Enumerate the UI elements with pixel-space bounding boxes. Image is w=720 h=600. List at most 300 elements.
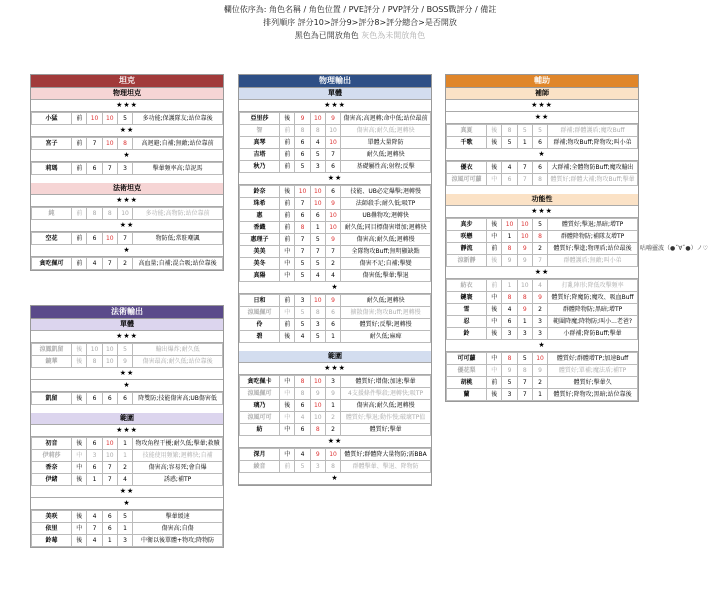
- pve-score: 6: [87, 163, 102, 175]
- position: 中: [72, 462, 87, 474]
- boss-score: 2: [117, 462, 132, 474]
- position: 後: [487, 255, 502, 267]
- character-row: [32, 474, 223, 486]
- boss-score: 9: [325, 388, 340, 400]
- position: 中: [280, 307, 295, 319]
- pvp-score: 4: [310, 270, 325, 282]
- remark: 打亂陣形;降低攻擊頻率: [548, 280, 638, 292]
- pvp-score: 7: [102, 258, 117, 270]
- boss-score: 3: [117, 535, 132, 547]
- pvp-score: 1: [517, 316, 532, 328]
- star-rating-header: ★★★: [239, 100, 431, 112]
- remark: 體質好;擊進;物理盾;站位最後: [548, 243, 638, 255]
- remark: 輸出爆炸;耐久低: [133, 344, 223, 356]
- position: 中: [72, 450, 87, 462]
- section-title: 補師: [446, 88, 638, 100]
- pve-score: 8: [87, 356, 102, 368]
- star-rating-header: ★: [31, 498, 223, 510]
- pvp-score: 8: [517, 365, 532, 377]
- pve-score: 10: [502, 219, 517, 231]
- star-rating-header: ★★★: [31, 425, 223, 437]
- character-row: [240, 258, 431, 270]
- pve-score: 8: [295, 222, 310, 234]
- header-line-2: 排列順序 評分10>評分9>評分8>評分總合>是否開放: [263, 18, 457, 27]
- pve-score: 8: [295, 125, 310, 137]
- pve-score: 7: [295, 198, 310, 210]
- character-row: [32, 344, 223, 356]
- character-row: [240, 412, 431, 424]
- position: 前: [280, 319, 295, 331]
- boss-score: 3: [532, 316, 547, 328]
- remark: 擴散傷害;物攻Buff;迴轉慢: [341, 307, 431, 319]
- character-row: [32, 208, 223, 220]
- position: 中: [280, 424, 295, 436]
- pvp-score: 9: [517, 243, 532, 255]
- character-row: [240, 186, 431, 198]
- boss-score: 2: [532, 304, 547, 316]
- boss-score: 9: [532, 365, 547, 377]
- pve-score: 4: [295, 331, 310, 343]
- pve-score: 8: [87, 208, 102, 220]
- pvp-score: 6: [102, 511, 117, 523]
- character-name: 真陽: [240, 270, 280, 282]
- boss-score: 6: [325, 307, 340, 319]
- support-column-title: 輔助: [446, 75, 638, 88]
- character-row: [240, 246, 431, 258]
- character-row: [240, 234, 431, 246]
- remark: 高血量;自補;混合吸;站位靠後: [133, 258, 223, 270]
- character-name: 宮子: [32, 138, 72, 150]
- remark: 技能使用頻繁;迴轉快;自補: [133, 450, 223, 462]
- character-name: 秋乃: [240, 161, 280, 173]
- section-title: 單體: [239, 88, 431, 100]
- character-name: 亞里莎: [240, 113, 280, 125]
- pvp-score: 8: [102, 208, 117, 220]
- character-name: 美美: [240, 246, 280, 258]
- character-name: 貪吃佩卡: [240, 376, 280, 388]
- character-name: 香織: [240, 222, 280, 234]
- boss-score: 10: [325, 137, 340, 149]
- boss-score: 2: [325, 258, 340, 270]
- position: 前: [487, 280, 502, 292]
- position: 中: [280, 270, 295, 282]
- position: 中: [280, 246, 295, 258]
- section-title: 法術坦克: [31, 183, 223, 195]
- pve-score: 5: [295, 307, 310, 319]
- character-name: 美冬: [240, 258, 280, 270]
- remark: 群補;群體護盾;魔攻Buff: [548, 125, 638, 137]
- pvp-score: 10: [310, 186, 325, 198]
- character-name: 涼風可可: [240, 412, 280, 424]
- pve-score: 6: [295, 149, 310, 161]
- position: 後: [487, 328, 502, 340]
- pve-score: 6: [87, 462, 102, 474]
- boss-score: 5: [117, 511, 132, 523]
- character-table: [31, 207, 223, 220]
- character-name: 日和: [240, 295, 280, 307]
- position: 前: [280, 222, 295, 234]
- pve-score: 5: [295, 319, 310, 331]
- position: 中: [280, 388, 295, 400]
- pve-score: 6: [87, 438, 102, 450]
- remark: 體質好;單補;魔法盾;補TP: [548, 365, 638, 377]
- boss-score: 4: [532, 280, 547, 292]
- position: 後: [487, 162, 502, 174]
- position: 前: [280, 161, 295, 173]
- position: 前: [487, 243, 502, 255]
- pvp-score: 3: [517, 328, 532, 340]
- position: 前: [72, 258, 87, 270]
- remark: 體質好;擊退;黑暗;增TP: [548, 219, 638, 231]
- boss-score: 4: [325, 270, 340, 282]
- pvp-score: 10: [102, 344, 117, 356]
- star-rating-header: ★: [239, 473, 431, 485]
- remark: 體質好;擊暈久: [548, 377, 638, 389]
- character-name: 伶: [240, 319, 280, 331]
- character-row: [447, 304, 638, 316]
- open-note: 黑色為已開放角色: [294, 31, 359, 40]
- character-table: [446, 218, 638, 267]
- position: 後: [487, 137, 502, 149]
- section-gap: [31, 405, 223, 413]
- pvp-score: 7: [517, 389, 532, 401]
- physical-column: [238, 74, 432, 486]
- remark: 降雙防;技能傷害高;UB傷害低: [133, 393, 223, 405]
- position: 中: [487, 365, 502, 377]
- character-name: 空花: [32, 233, 72, 245]
- remark: 耐久低;同目標傷害增加;迴轉快: [341, 222, 431, 234]
- boss-score: 6: [532, 137, 547, 149]
- boss-score: 8: [532, 231, 547, 243]
- pvp-score: 10: [310, 295, 325, 307]
- character-name: 惠: [240, 210, 280, 222]
- character-table: [31, 112, 223, 125]
- character-name: 鏈寰: [447, 292, 487, 304]
- position: 前: [280, 198, 295, 210]
- character-name: 靜流: [447, 243, 487, 255]
- remark: 體質好;擊暈: [341, 424, 431, 436]
- boss-score: 7: [325, 149, 340, 161]
- character-name: 涼新靜: [447, 255, 487, 267]
- header-line-1: 欄位依序為: 角色名稱 / 角色位置 / PVE評分 / PVP評分 / BOSS戰評分 / 備註: [223, 5, 497, 14]
- section-title: 範圍: [239, 351, 431, 363]
- pve-score: 7: [87, 523, 102, 535]
- character-name: 優衣: [447, 162, 487, 174]
- pvp-score: 9: [517, 255, 532, 267]
- pve-score: 8: [502, 292, 517, 304]
- pvp-score: 10: [310, 400, 325, 412]
- character-table: [239, 375, 431, 436]
- boss-score: 6: [325, 161, 340, 173]
- position: 前: [72, 113, 87, 125]
- pvp-score: 10: [102, 450, 117, 462]
- pve-score: 6: [295, 400, 310, 412]
- character-name: 鈴莓: [32, 535, 72, 547]
- character-name: 伊莉莎: [32, 450, 72, 462]
- character-row: [240, 400, 431, 412]
- remark: 群體降物防;補隊友增TP: [548, 231, 638, 243]
- pvp-score: 8: [310, 424, 325, 436]
- boss-score: 2: [532, 377, 547, 389]
- position: 後: [487, 219, 502, 231]
- star-rating-header: ★★: [239, 436, 431, 448]
- remark: 體質好;群體增TP;加速Buff: [548, 353, 638, 365]
- section-title: 單體: [31, 319, 223, 331]
- section-title: 範圍: [31, 413, 223, 425]
- remark: 大群補;全體物防Buff;魔攻輸出: [548, 162, 638, 174]
- star-rating-header: ★★: [446, 267, 638, 279]
- pve-score: 4: [87, 535, 102, 547]
- boss-score: 5: [117, 113, 132, 125]
- position: 中: [487, 292, 502, 304]
- character-row: [240, 270, 431, 282]
- boss-score: 10: [325, 125, 340, 137]
- pve-score: 4: [87, 511, 102, 523]
- boss-score: 4: [117, 474, 132, 486]
- pvp-score: 10: [310, 412, 325, 424]
- remark: 群補;物攻Buff;降物攻;叫小弟: [548, 137, 638, 149]
- character-row: [32, 393, 223, 405]
- pvp-score: 4: [310, 137, 325, 149]
- character-name: 智: [240, 125, 280, 137]
- pve-score: 8: [502, 243, 517, 255]
- pvp-score: 10: [102, 356, 117, 368]
- pvp-score: 10: [517, 231, 532, 243]
- position: 中: [280, 449, 295, 461]
- pve-score: 6: [295, 210, 310, 222]
- boss-score: 9: [325, 198, 340, 210]
- character-table: [446, 161, 638, 186]
- boss-score: 2: [325, 424, 340, 436]
- character-row: [32, 163, 223, 175]
- pvp-score: 5: [310, 331, 325, 343]
- star-rating-header: ★: [446, 340, 638, 352]
- remark: 基礎屬性高;射程;反擊: [341, 161, 431, 173]
- character-row: [447, 137, 638, 149]
- pve-score: 4: [502, 304, 517, 316]
- remark: 擊暈緩速: [133, 511, 223, 523]
- remark: 傷害高;耐久低;迴轉慢: [341, 400, 431, 412]
- pve-score: 3: [502, 389, 517, 401]
- remark: 高迴避;自補;無敵;站位靠前: [133, 138, 223, 150]
- pvp-score: 10: [102, 113, 117, 125]
- position: 中: [487, 231, 502, 243]
- position: 中: [487, 316, 502, 328]
- character-row: [240, 198, 431, 210]
- boss-score: 7: [325, 246, 340, 258]
- pvp-score: 10: [102, 438, 117, 450]
- pvp-score: 1: [102, 535, 117, 547]
- boss-score: 7: [117, 233, 132, 245]
- remark: 體質好;群體大補;物攻Buff;擊暈: [548, 174, 638, 186]
- character-name: 鈴: [447, 328, 487, 340]
- star-rating-header: ★★★: [446, 100, 638, 112]
- pvp-score: 8: [310, 307, 325, 319]
- character-row: [447, 353, 638, 365]
- position: 前: [72, 233, 87, 245]
- character-name: 小猛: [32, 113, 72, 125]
- position: 後: [280, 331, 295, 343]
- character-name: 紡: [240, 424, 280, 436]
- character-row: [32, 523, 223, 535]
- boss-score: 5: [532, 219, 547, 231]
- remark: 耐久低;迴轉快: [341, 295, 431, 307]
- pve-score: 1: [502, 231, 517, 243]
- pve-score: 6: [87, 233, 102, 245]
- character-name: 優花梨: [447, 365, 487, 377]
- boss-score: 10: [532, 353, 547, 365]
- boss-score: 6: [325, 186, 340, 198]
- character-name: 初音: [32, 438, 72, 450]
- remark: 體質好;反擊;迴轉慢: [341, 319, 431, 331]
- position: 中: [280, 412, 295, 424]
- boss-score: 6: [532, 162, 547, 174]
- pvp-score: 7: [517, 174, 532, 186]
- boss-score: 10: [117, 208, 132, 220]
- pve-score: 9: [295, 113, 310, 125]
- pvp-score: 8: [517, 292, 532, 304]
- pve-score: 5: [295, 461, 310, 473]
- character-name: 璃乃: [240, 400, 280, 412]
- pvp-score: 6: [102, 393, 117, 405]
- pvp-score: 10: [310, 198, 325, 210]
- section-gap: [446, 186, 638, 194]
- boss-score: 10: [325, 449, 340, 461]
- character-row: [447, 231, 638, 243]
- character-row: [32, 356, 223, 368]
- character-name: 雪: [447, 304, 487, 316]
- character-row: [240, 461, 431, 473]
- position: 前: [280, 234, 295, 246]
- pve-score: 4: [295, 412, 310, 424]
- character-row: [32, 113, 223, 125]
- character-name: 真夏: [447, 125, 487, 137]
- character-table: [31, 510, 223, 547]
- remark: 擊暈頻率高;草泥馬: [133, 163, 223, 175]
- character-row: [32, 462, 223, 474]
- character-name: 鏡華: [32, 356, 72, 368]
- position: 後: [72, 438, 87, 450]
- character-row: [240, 222, 431, 234]
- boss-score: 1: [117, 438, 132, 450]
- character-row: [240, 125, 431, 137]
- position: 後: [487, 389, 502, 401]
- character-row: [447, 255, 638, 267]
- remark: 4支援條件擊殺;迴轉快;吸TP: [341, 388, 431, 400]
- pve-score: 6: [502, 316, 517, 328]
- remark: 體質好;群體降大量物防;需BBA: [341, 449, 431, 461]
- position: 後: [72, 356, 87, 368]
- remark: 群體降物防;黑暗;增TP: [548, 304, 638, 316]
- character-name: 香奈: [32, 462, 72, 474]
- position: 後: [280, 400, 295, 412]
- support-column: [445, 74, 639, 402]
- side-note: 咕嚕靈波（●ˇ∀ˇ●）ノ♡: [640, 245, 708, 252]
- character-row: [240, 113, 431, 125]
- position: 前: [72, 163, 87, 175]
- remark: 耐久低;麻痺: [341, 331, 431, 343]
- position: 後: [280, 186, 295, 198]
- character-name: 美咲: [32, 511, 72, 523]
- character-row: [447, 162, 638, 174]
- boss-score: 3: [325, 376, 340, 388]
- position: 前: [280, 149, 295, 161]
- star-rating-header: ★: [31, 380, 223, 392]
- pve-score: 3: [87, 450, 102, 462]
- star-rating-header: ★★★: [31, 331, 223, 343]
- remark: 全隊物攻Buff;無明顯缺點: [341, 246, 431, 258]
- character-name: 真琴: [240, 137, 280, 149]
- pvp-score: 9: [310, 449, 325, 461]
- remark: 體質好;增傷;加速;擊暈: [341, 376, 431, 388]
- character-row: [32, 233, 223, 245]
- pvp-score: 7: [102, 462, 117, 474]
- remark: 範圍降魔;降物防;叫小...老爸?: [548, 316, 638, 328]
- pve-score: 8: [502, 125, 517, 137]
- pvp-score: 10: [102, 138, 117, 150]
- remark: 技能、UB必定爆擊;迴轉慢: [341, 186, 431, 198]
- boss-score: 2: [532, 243, 547, 255]
- character-row: [32, 258, 223, 270]
- boss-score: 5: [117, 344, 132, 356]
- boss-score: 1: [532, 389, 547, 401]
- pve-score: 4: [87, 258, 102, 270]
- remark: 物防低;常駐嘲諷: [133, 233, 223, 245]
- remark: 傷害高;高迴轉;命中低;站位最前: [341, 113, 431, 125]
- character-name: 碧: [240, 331, 280, 343]
- boss-score: 10: [325, 210, 340, 222]
- position: 中: [72, 523, 87, 535]
- boss-score: 1: [117, 523, 132, 535]
- pvp-score: 9: [517, 304, 532, 316]
- remark: 傷害不足;自補;擊變: [341, 258, 431, 270]
- pvp-score: 5: [310, 258, 325, 270]
- pvp-score: 7: [102, 474, 117, 486]
- character-row: [447, 219, 638, 231]
- character-table: [31, 437, 223, 486]
- pvp-score: 10: [517, 219, 532, 231]
- character-table: [239, 185, 431, 282]
- character-row: [240, 331, 431, 343]
- boss-score: 9: [325, 113, 340, 125]
- star-rating-header: ★★★: [31, 100, 223, 112]
- character-name: 胡桃: [447, 377, 487, 389]
- position: 中: [487, 353, 502, 365]
- character-table: [31, 162, 223, 175]
- character-name: 千歌: [447, 137, 487, 149]
- remark: 傷害最高;耐久低;站位靠後: [133, 356, 223, 368]
- boss-score: 3: [117, 163, 132, 175]
- character-row: [447, 243, 638, 255]
- caster-column-title: 法術輸出: [31, 306, 223, 319]
- character-row: [240, 307, 431, 319]
- remark: 法師殺手;耐久低;吸TP: [341, 198, 431, 210]
- star-rating-header: ★: [31, 150, 223, 162]
- pvp-score: 3: [310, 161, 325, 173]
- pve-score: 5: [502, 137, 517, 149]
- pve-score: 4: [295, 449, 310, 461]
- character-name: 依里: [32, 523, 72, 535]
- character-row: [240, 376, 431, 388]
- character-row: [447, 174, 638, 186]
- pve-score: 4: [502, 162, 517, 174]
- position: 後: [280, 113, 295, 125]
- pvp-score: 7: [102, 163, 117, 175]
- remark: 傷害高;容易死;會自爆: [133, 462, 223, 474]
- character-table: [31, 343, 223, 368]
- remark: 體質好;降物攻;黑暗;站位靠後: [548, 389, 638, 401]
- remark: 傷害高;耐久低;迴轉慢: [341, 234, 431, 246]
